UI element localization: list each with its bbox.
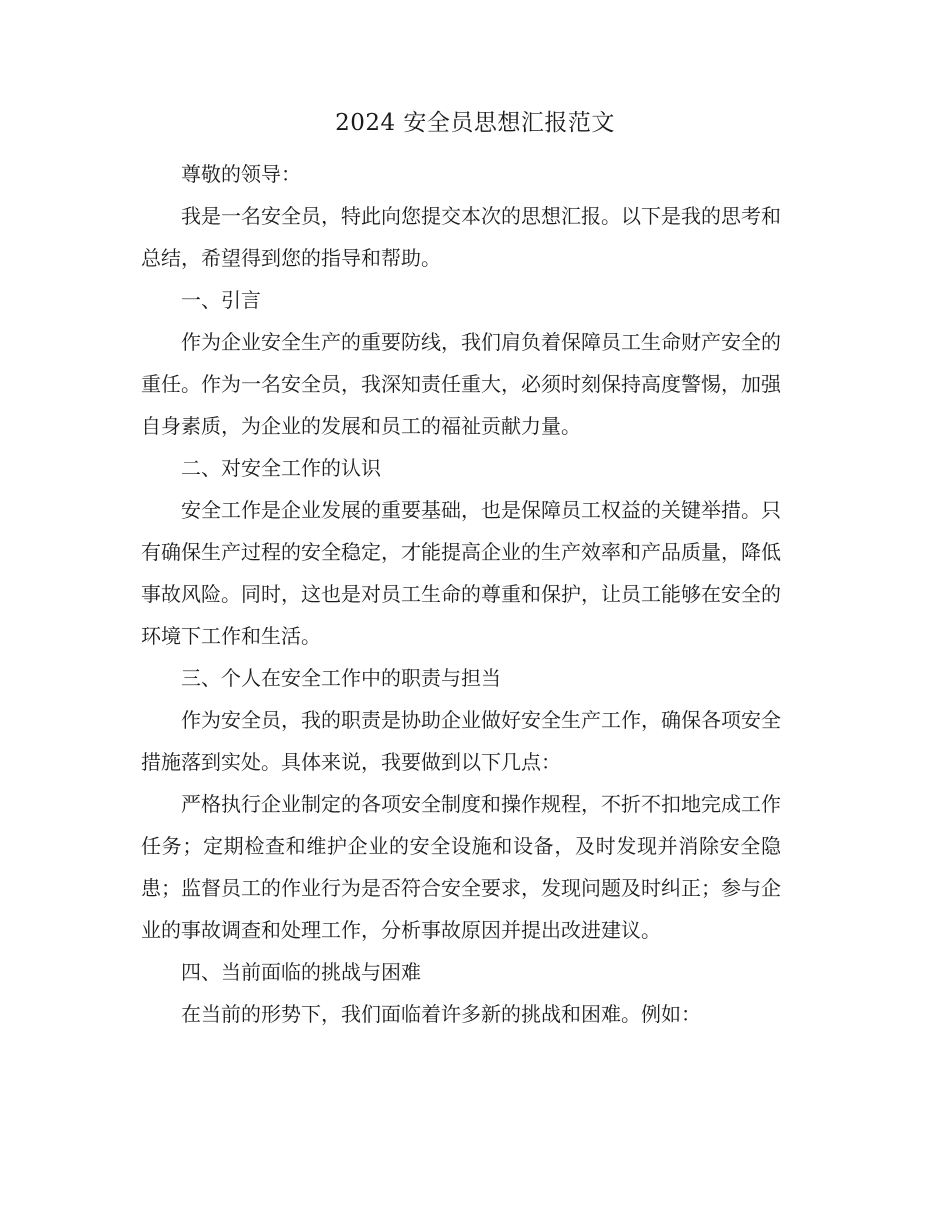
body-paragraph: 在当前的形势下，我们面临着许多新的挑战和困难。例如： [181,1002,701,1026]
body-paragraph: 作为企业安全生产的重要防线，我们肩负着保障员工生命财产安全的重任。作为一名安全员，我深知责任重大，必须时刻保持高度警惕，加强自身素质，为企业的发展和员工的福祉贡献力量。 [141,330,781,438]
document-body [141,153,781,1035]
body-paragraph: 我是一名安全员，特此向您提交本次的思想汇报。以下是我的思考和总结，希望得到您的指导和帮助。 [141,204,781,270]
section-heading: 三、个人在安全工作中的职责与担当 [181,666,501,690]
document-title: 2024 安全员思想汇报范文 [335,110,615,136]
body-paragraph: 作为安全员，我的职责是协助企业做好安全生产工作，确保各项安全措施落到实处。具体来说，我要做到以下几点： [141,708,781,774]
body-paragraph: 安全工作是企业发展的重要基础，也是保障员工权益的关键举措。只有确保生产过程的安全稳定，才能提高企业的生产效率和产品质量，降低事故风险。同时，这也是对员工生命的尊重和保护，让员工能够在安全的环境下工作和生活。 [141,498,781,648]
section-heading: 二、对安全工作的认识 [181,456,381,480]
section-heading: 四、当前面临的挑战与困难 [181,960,421,984]
section-heading: 一、引言 [181,288,261,312]
salutation: 尊敬的领导： [181,162,301,186]
body-paragraph: 严格执行企业制定的各项安全制度和操作规程，不折不扣地完成工作任务；定期检查和维护企业的安全设施和设备，及时发现并消除安全隐患；监督员工的作业行为是否符合安全要求，发现问题及时纠正；参与企业的事故调查和处理工作，分析事故原因并提出改进建议。 [141,792,781,942]
